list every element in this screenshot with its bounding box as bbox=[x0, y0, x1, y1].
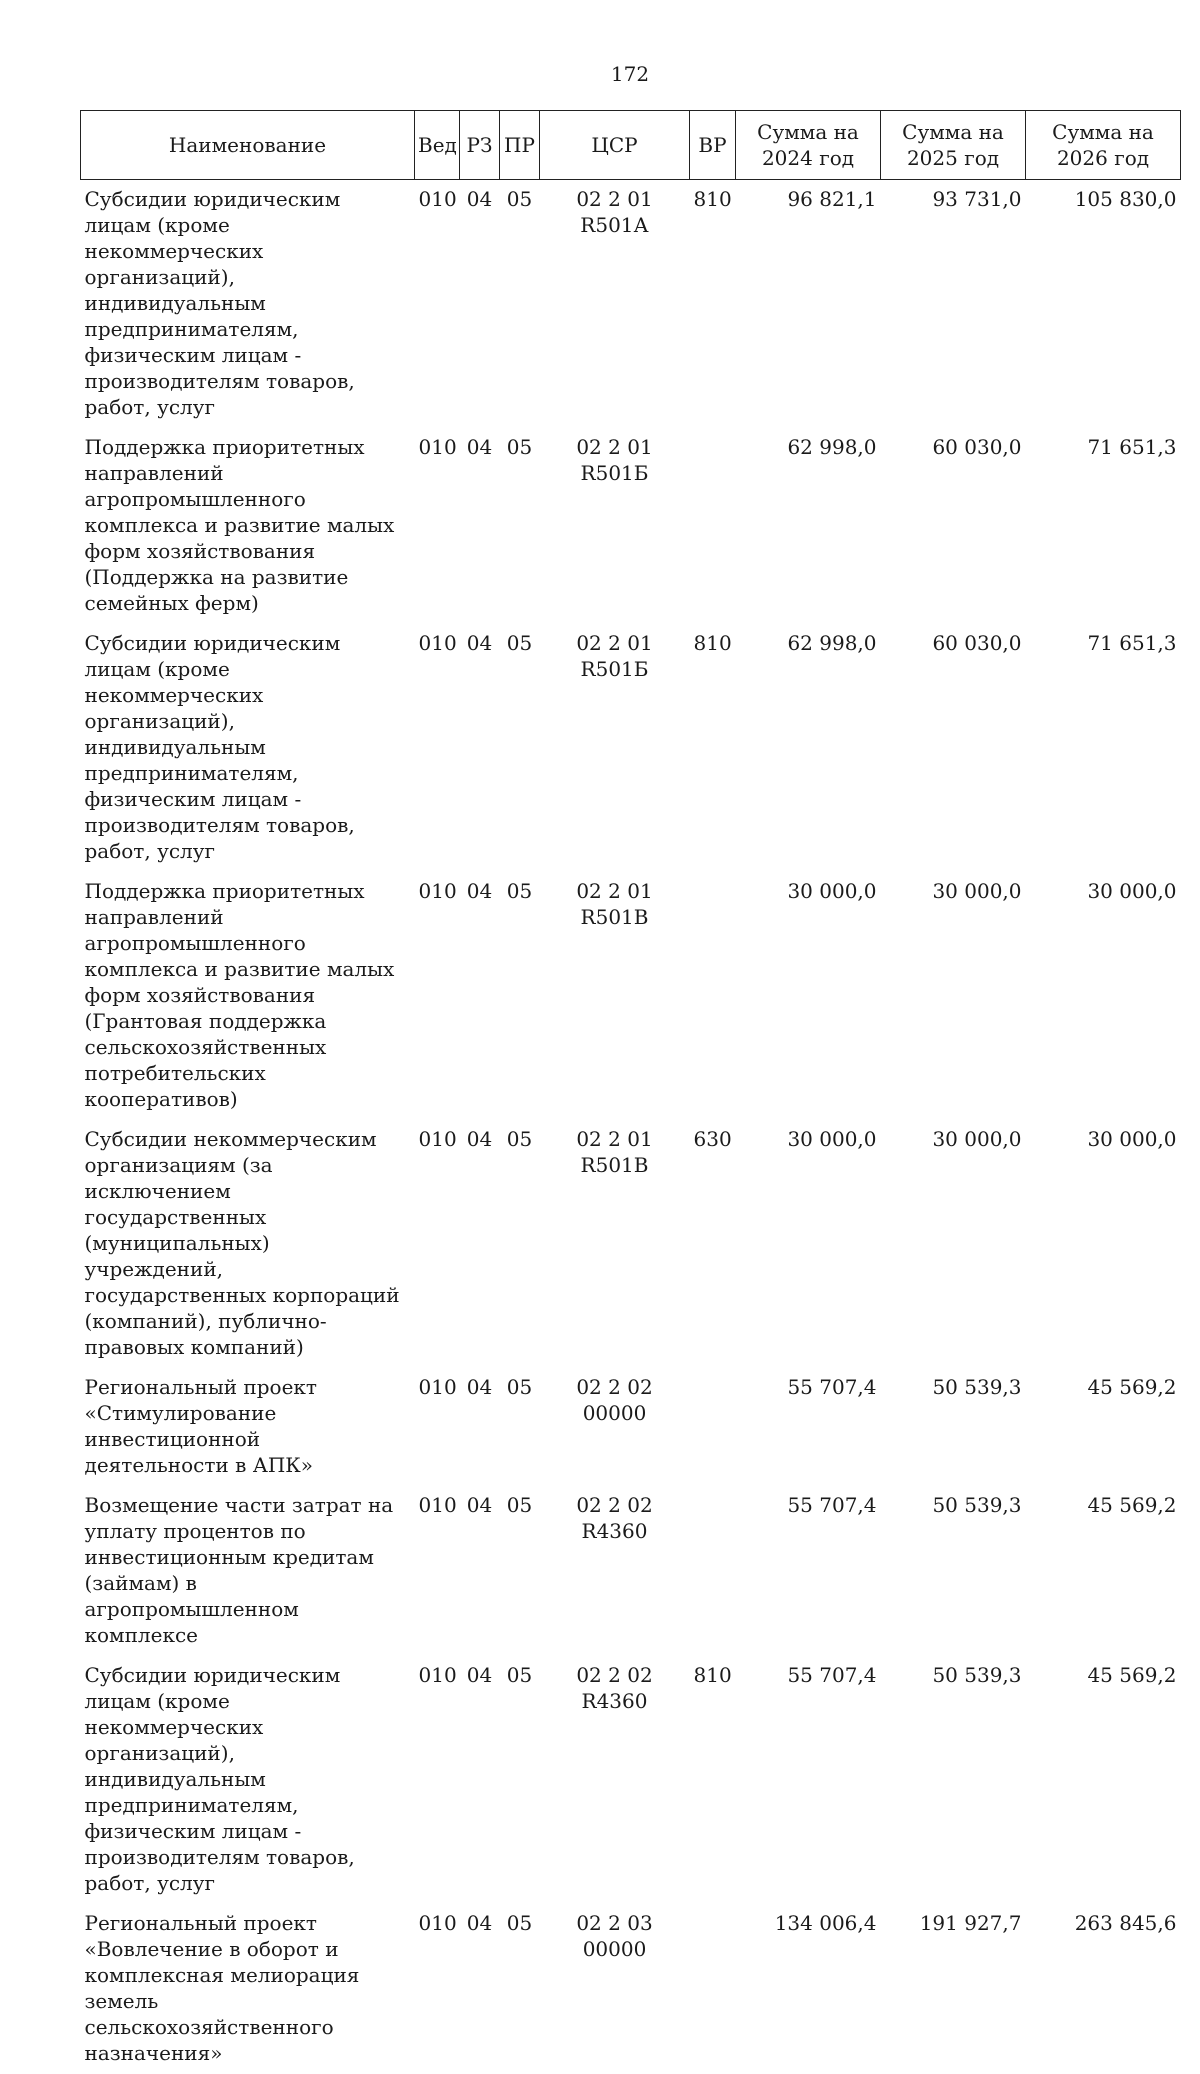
header-sum-2025: Сумма на 2025 год bbox=[881, 111, 1026, 180]
row-vr bbox=[690, 872, 736, 1120]
row-name: Субсидии некоммерческим организациям (за исключением государственных (муниципальных) учреждений, государственных корпораций (компаний), публично-правовых компаний) bbox=[84, 1127, 400, 1359]
row-ved: 010 bbox=[418, 1911, 457, 1935]
row-pr: 05 bbox=[506, 1911, 533, 1935]
table-row bbox=[81, 428, 1181, 624]
row-vr: 630 bbox=[693, 1127, 732, 1151]
row-pr: 05 bbox=[506, 1493, 533, 1517]
row-sum-2024: 62 998,0 bbox=[787, 435, 877, 459]
row-sum-2025: 60 030,0 bbox=[932, 435, 1022, 459]
row-sum-2024: 30 000,0 bbox=[787, 1127, 877, 1151]
row-ved: 010 bbox=[418, 435, 457, 459]
row-csr: 02 2 02 00000 bbox=[576, 1375, 653, 1425]
row-sum-2024: 30 000,0 bbox=[787, 879, 877, 903]
table-row bbox=[81, 1368, 1181, 1486]
row-name: Поддержка приоритетных направлений агропромышленного комплекса и развитие малых форм хозяйствования (Поддержка на развитие семейных ферм) bbox=[84, 435, 395, 615]
row-name: Региональный проект «Вовлечение в оборот и комплексная мелиорация земель сельскохозяйственного назначения» bbox=[84, 1911, 360, 2065]
row-rz: 04 bbox=[466, 1911, 493, 1935]
row-sum-2024: 134 006,4 bbox=[774, 1911, 877, 1935]
row-sum-2025: 50 539,3 bbox=[932, 1493, 1022, 1517]
row-sum-2025: 93 731,0 bbox=[932, 187, 1022, 211]
table-header-row bbox=[81, 111, 1181, 180]
row-sum-2025: 30 000,0 bbox=[932, 879, 1022, 903]
header-ved: Вед bbox=[415, 111, 460, 180]
page-number: 172 bbox=[610, 62, 650, 86]
row-rz: 04 bbox=[466, 879, 493, 903]
table-row bbox=[81, 180, 1181, 429]
row-vr: 810 bbox=[693, 631, 732, 655]
row-rz: 04 bbox=[466, 1663, 493, 1687]
row-csr: 02 2 01 R501В bbox=[576, 879, 653, 929]
header-vr: ВР bbox=[690, 111, 736, 180]
row-pr: 05 bbox=[506, 1663, 533, 1687]
row-sum-2026: 30 000,0 bbox=[1087, 879, 1177, 903]
row-ved: 010 bbox=[418, 1127, 457, 1151]
row-sum-2024: 62 998,0 bbox=[787, 631, 877, 655]
row-name: Субсидии юридическим лицам (кроме некоммерческих организаций), индивидуальным предпринимателям, физическим лицам - производителям товаров, работ, услуг bbox=[84, 1663, 355, 1895]
table-row bbox=[81, 872, 1181, 1120]
header-sum-2024: Сумма на 2024 год bbox=[736, 111, 881, 180]
row-pr: 05 bbox=[506, 631, 533, 655]
row-ved: 010 bbox=[418, 187, 457, 211]
row-csr: 02 2 01 R501Б bbox=[576, 631, 653, 681]
budget-table bbox=[80, 110, 1181, 2074]
row-sum-2025: 50 539,3 bbox=[932, 1663, 1022, 1687]
row-vr bbox=[690, 1904, 736, 2074]
row-vr: 810 bbox=[693, 187, 732, 211]
row-sum-2026: 45 569,2 bbox=[1087, 1375, 1177, 1399]
row-sum-2024: 55 707,4 bbox=[787, 1493, 877, 1517]
row-sum-2026: 71 651,3 bbox=[1087, 631, 1177, 655]
header-rz: РЗ bbox=[460, 111, 500, 180]
row-sum-2026: 71 651,3 bbox=[1087, 435, 1177, 459]
row-pr: 05 bbox=[506, 1375, 533, 1399]
row-vr: 810 bbox=[693, 1663, 732, 1687]
header-name: Наименование bbox=[81, 111, 415, 180]
row-name: Поддержка приоритетных направлений агропромышленного комплекса и развитие малых форм хозяйствования (Грантовая поддержка сельскохозяйственных потребительских кооперативов) bbox=[84, 879, 395, 1111]
row-csr: 02 2 01 R501Б bbox=[576, 435, 653, 485]
table-row bbox=[81, 1486, 1181, 1656]
row-sum-2025: 30 000,0 bbox=[932, 1127, 1022, 1151]
row-pr: 05 bbox=[506, 879, 533, 903]
row-name: Субсидии юридическим лицам (кроме некоммерческих организаций), индивидуальным предпринимателям, физическим лицам - производителям товаров, работ, услуг bbox=[84, 631, 355, 863]
table-row bbox=[81, 1904, 1181, 2074]
row-vr bbox=[690, 428, 736, 624]
row-vr bbox=[690, 1486, 736, 1656]
row-rz: 04 bbox=[466, 435, 493, 459]
row-sum-2024: 55 707,4 bbox=[787, 1663, 877, 1687]
row-rz: 04 bbox=[466, 1493, 493, 1517]
row-ved: 010 bbox=[418, 1375, 457, 1399]
header-sum-2026: Сумма на 2026 год bbox=[1026, 111, 1181, 180]
table-row bbox=[81, 1120, 1181, 1368]
row-sum-2026: 45 569,2 bbox=[1087, 1663, 1177, 1687]
row-sum-2026: 45 569,2 bbox=[1087, 1493, 1177, 1517]
table-row bbox=[81, 624, 1181, 872]
row-sum-2026: 30 000,0 bbox=[1087, 1127, 1177, 1151]
row-name: Возмещение части затрат на уплату процентов по инвестиционным кредитам (займам) в агропромышленном комплексе bbox=[84, 1493, 394, 1647]
row-csr: 02 2 02 R4360 bbox=[576, 1663, 653, 1713]
header-csr: ЦСР bbox=[540, 111, 690, 180]
row-sum-2026: 105 830,0 bbox=[1074, 187, 1177, 211]
row-sum-2025: 50 539,3 bbox=[932, 1375, 1022, 1399]
row-vr bbox=[690, 1368, 736, 1486]
row-name: Субсидии юридическим лицам (кроме некоммерческих организаций), индивидуальным предпринимателям, физическим лицам - производителям товаров, работ, услуг bbox=[84, 187, 355, 419]
row-csr: 02 2 03 00000 bbox=[576, 1911, 653, 1961]
row-rz: 04 bbox=[466, 1375, 493, 1399]
row-sum-2025: 191 927,7 bbox=[919, 1911, 1022, 1935]
row-csr: 02 2 01 R501А bbox=[576, 187, 653, 237]
row-sum-2024: 96 821,1 bbox=[787, 187, 877, 211]
row-sum-2026: 263 845,6 bbox=[1074, 1911, 1177, 1935]
row-ved: 010 bbox=[418, 1663, 457, 1687]
row-pr: 05 bbox=[506, 1127, 533, 1151]
row-pr: 05 bbox=[506, 435, 533, 459]
row-pr: 05 bbox=[506, 187, 533, 211]
row-rz: 04 bbox=[466, 187, 493, 211]
row-ved: 010 bbox=[418, 879, 457, 903]
header-pr: ПР bbox=[500, 111, 540, 180]
row-ved: 010 bbox=[418, 1493, 457, 1517]
row-name: Региональный проект «Стимулирование инвестиционной деятельности в АПК» bbox=[84, 1375, 317, 1477]
row-ved: 010 bbox=[418, 631, 457, 655]
row-rz: 04 bbox=[466, 1127, 493, 1151]
row-sum-2024: 55 707,4 bbox=[787, 1375, 877, 1399]
row-rz: 04 bbox=[466, 631, 493, 655]
row-csr: 02 2 01 R501В bbox=[576, 1127, 653, 1177]
row-sum-2025: 60 030,0 bbox=[932, 631, 1022, 655]
row-csr: 02 2 02 R4360 bbox=[576, 1493, 653, 1543]
table-row bbox=[81, 1656, 1181, 1904]
